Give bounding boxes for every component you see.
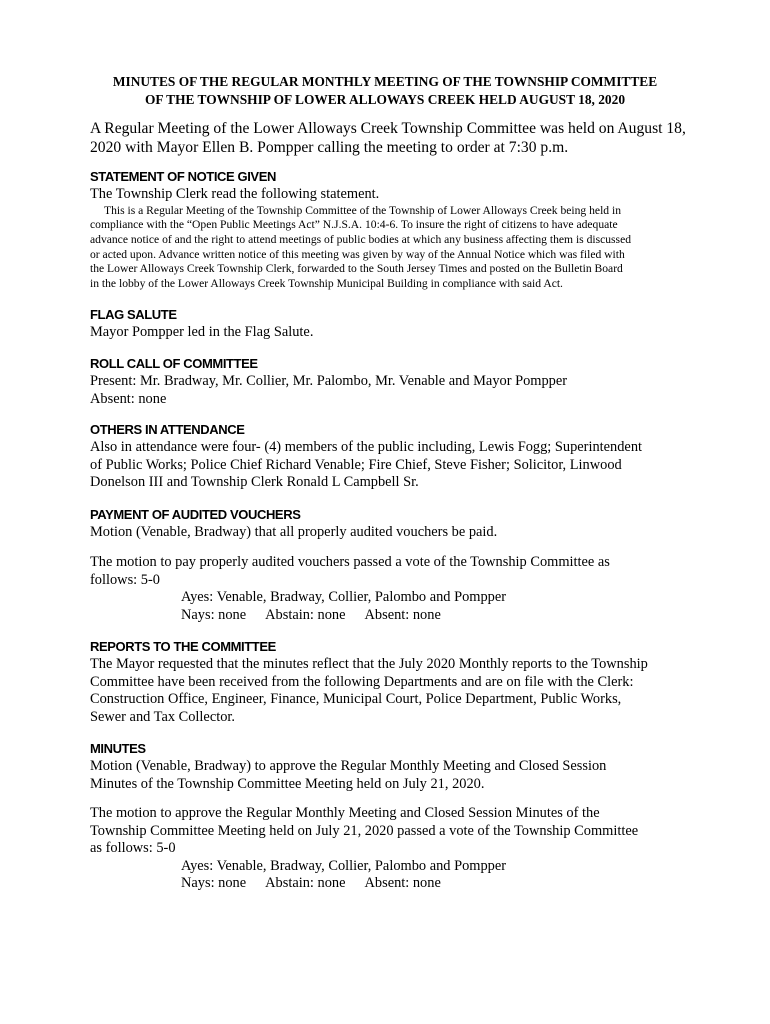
minutes-result-line: The motion to approve the Regular Monthly Meeting and Closed Session Minutes of the [90, 805, 600, 821]
minutes-motion [90, 758, 690, 793]
section-notice [90, 168, 690, 292]
minutes-result-line: Township Committee Meeting held on July 21, 2020 passed a vote of the Township Committee [90, 822, 639, 839]
roll-call-heading: ROLL CALL OF COMMITTEE [90, 356, 258, 371]
section-reports [90, 638, 690, 726]
flag-text: Mayor Pompper led in the Flag Salute. [90, 324, 314, 340]
statement-line: the Lower Alloways Creek Township Clerk, forwarded to the South Jersey Times and posted on the Bulletin Board [90, 262, 623, 276]
notice-text: The Township Clerk read the following statement. [90, 186, 380, 202]
minutes-result-line: as follows: 5-0 [90, 840, 176, 856]
minutes-result-text [90, 805, 690, 858]
statement-line: advance notice of and the right to attend meetings of public bodies at which any business affecting them is discussed [90, 232, 632, 246]
vouchers-nays: Nays: none [181, 606, 247, 623]
vouchers-result [90, 554, 690, 624]
minutes-motion-line: Motion (Venable, Bradway) to approve the Regular Monthly Meeting and Closed Session [90, 758, 607, 774]
others-heading: OTHERS IN ATTENDANCE [90, 422, 245, 437]
vouchers-heading: PAYMENT OF AUDITED VOUCHERS [90, 507, 301, 522]
minutes-absent: Absent: none [364, 875, 441, 891]
others-text [90, 439, 690, 492]
statement-line: or acted upon. Advance written notice of this meeting was given by way of the Annual Notice which was filed with [90, 247, 625, 261]
vouchers-nays-row [181, 607, 690, 625]
vouchers-result-line: The motion to pay properly audited vouchers passed a vote of the Township Committee as [90, 554, 610, 570]
notice-statement [90, 204, 690, 292]
title-line-2: OF THE TOWNSHIP OF LOWER ALLOWAYS CREEK HELD AUGUST 18, 2020 [144, 92, 626, 107]
statement-line: in the lobby of the Lower Alloways Creek Township Municipal Building in compliance with said Act. [90, 277, 563, 291]
notice-heading: STATEMENT OF NOTICE GIVEN [90, 169, 276, 184]
flag-heading: FLAG SALUTE [90, 307, 177, 322]
minutes-ayes: Ayes: Venable, Bradway, Collier, Palombo and Pompper [181, 857, 507, 874]
statement-line: This is a Regular Meeting of the Township Committee of the Township of Lower Alloways Creek being held in [104, 203, 622, 217]
minutes-heading: MINUTES [90, 741, 146, 756]
vouchers-abstain: Abstain: none [265, 606, 346, 623]
reports-text [90, 656, 690, 726]
section-vouchers [90, 506, 690, 542]
intro-line-2: 2020 with Mayor Ellen B. Pompper calling the meeting to order at 7:30 p.m. [90, 139, 569, 156]
vouchers-absent: Absent: none [364, 606, 441, 623]
title-line-1: MINUTES OF THE REGULAR MONTHLY MEETING OF THE TOWNSHIP COMMITTEE [112, 74, 658, 89]
reports-line: The Mayor requested that the minutes reflect that the July 2020 Monthly reports to the Township [90, 656, 648, 672]
section-flag-salute [90, 306, 690, 342]
section-minutes [90, 740, 690, 793]
vouchers-result-text [90, 554, 690, 589]
intro-line-1: A Regular Meeting of the Lower Alloways Creek Township Committee was held on August 18, [90, 120, 686, 137]
vouchers-ayes: Ayes: Venable, Bradway, Collier, Palombo and Pompper [181, 589, 507, 605]
roll-call-present: Present: Mr. Bradway, Mr. Collier, Mr. Palombo, Mr. Venable and Mayor Pompper [90, 373, 568, 389]
intro-paragraph [90, 119, 690, 157]
minutes-motion-line: Minutes of the Township Committee Meeting held on July 21, 2020. [90, 775, 485, 792]
roll-call-absent: Absent: none [90, 390, 167, 407]
reports-line: Committee have been received from the following Departments and are on file with the Clerk: [90, 673, 634, 690]
minutes-result [90, 805, 690, 893]
reports-line: Sewer and Tax Collector. [90, 708, 235, 725]
statement-line: compliance with the “Open Public Meetings Act” N.J.S.A. 10:4-6. To insure the right of citizens to have adequate [90, 218, 618, 232]
section-others [90, 421, 690, 492]
reports-heading: REPORTS TO THE COMMITTEE [90, 639, 276, 654]
document-title [60, 73, 710, 109]
others-line: Donelson III and Township Clerk Ronald L Campbell Sr. [90, 474, 419, 490]
others-line: of Public Works; Police Chief Richard Venable; Fire Chief, Steve Fisher; Solicitor, Linwood [90, 456, 622, 473]
minutes-nays: Nays: none [181, 875, 247, 891]
vouchers-motion: Motion (Venable, Bradway) that all properly audited vouchers be paid. [90, 524, 498, 540]
minutes-abstain: Abstain: none [265, 875, 346, 891]
vouchers-result-line: follows: 5-0 [90, 571, 160, 588]
minutes-nays-row [181, 875, 690, 893]
reports-line: Construction Office, Engineer, Finance, Municipal Court, Police Department, Public Works, [90, 691, 622, 707]
section-roll-call [90, 355, 690, 408]
others-line: Also in attendance were four- (4) members of the public including, Lewis Fogg; Superintendent [90, 439, 643, 455]
